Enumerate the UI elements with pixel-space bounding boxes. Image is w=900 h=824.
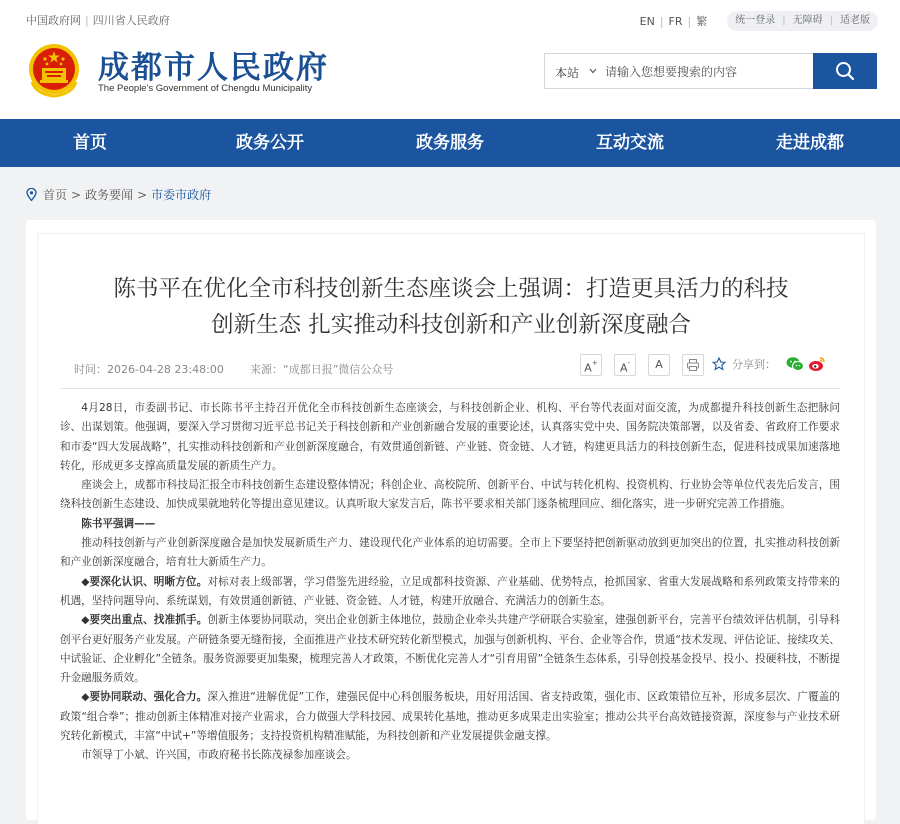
- unified-login-link[interactable]: 统一登录: [735, 15, 776, 26]
- article-paragraph: 市领导丁小斌、许兴国，市政府秘书长陈茂禄参加座谈会。: [81, 749, 357, 762]
- print-icon: [686, 358, 700, 372]
- article-container: [38, 234, 864, 824]
- publish-time: 时间：2026-04-28 23:48:00: [74, 363, 224, 376]
- breadcrumb-home[interactable]: 首页: [43, 188, 68, 202]
- article-paragraph: 座谈会上，成都市科技局汇报全市科技创新生态建设整体情况；科创企业、高校院所、创新平台、中试与转化机构、投资机构、行业协会等单位代表先后发言，围绕科技创新生态建设、加快成果就地转化等提出意见建议。认真听取大家发言后，陈书平要求相关部门逐条梳理回应、细化落实，进一步研究完善工作措施。: [60, 479, 840, 511]
- article-paragraph: 推动科技创新与产业创新深度融合是加快发展新质生产力、建设现代化产业体系的迫切需要。全市上下要坚持把创新驱动放到更加突出的位置，扎实推动科技创新和产业创新深度融合，培育壮大新质生产力。: [60, 537, 840, 569]
- article-paragraph: ◆要深化认识、明晰方位。对标对表上级部署，学习借鉴先进经验，立足成都科技资源、产业基础、优势特点，抢抓国家、省重大发展战略和系列政策支持带来的机遇，坚持问题导向、系统谋划，有效贯通创新链、产业链、资金链、人才链，构建开放融合、充满活力的创新生态。: [60, 575, 840, 607]
- breadcrumb-separator: >: [71, 187, 82, 202]
- divider: |: [85, 14, 89, 27]
- link-sichuan-gov[interactable]: 四川省人民政府: [92, 14, 170, 27]
- divider: |: [687, 15, 692, 28]
- divider: |: [829, 15, 833, 26]
- print-button[interactable]: [682, 354, 704, 376]
- top-links: [26, 12, 170, 28]
- weibo-icon[interactable]: [808, 356, 826, 372]
- breadcrumb-news[interactable]: 政务要闻: [85, 188, 134, 202]
- article-card: [26, 220, 876, 820]
- paragraph-lead: ◆要深化认识、明晰方位。: [81, 575, 208, 588]
- search-box: [544, 53, 877, 89]
- article-paragraph: 4月28日，市委副书记、市长陈书平主持召开优化全市科技创新生态座谈会，与科技创新企业、机构、平台等代表面对面交流，为成都提升科技创新生态把脉问诊、出谋划策。他强调，要深入学习贯彻习近平总书记关于科技创新和产业创新融合发展的重要论述，认真落实党中央、国务院决策部署，以及省委、省政府工作要求和市委“四大发展战略”，扎实推动科技创新和产业创新深度融合，有效贯通创新链、产业链、资金链、人才链，构建更具活力的科技创新生态，促进科技成果加速落地转化，形成更多支撑高质量发展的新质生产力。: [60, 402, 840, 472]
- chevron-down-icon[interactable]: [589, 68, 597, 74]
- divider: |: [659, 15, 664, 28]
- star-icon[interactable]: [712, 357, 726, 371]
- language-switcher: [640, 13, 708, 29]
- share-section: [712, 356, 776, 372]
- accessibility-link[interactable]: 无障碍: [792, 15, 823, 26]
- font-decrease-button[interactable]: A-: [614, 354, 636, 376]
- wechat-icon[interactable]: [786, 356, 804, 372]
- share-label: 分享到：: [732, 358, 776, 371]
- tools-pill: [727, 11, 878, 31]
- article-paragraph: ◆要协同联动、强化合力。深入推进“进解优促”工作，建强民促中心科创服务板块，用好用活国、省支持政策，强化市、区政策错位互补，形成多层次、广覆盖的政策“组合拳”；推动创新主体精准对接产业需求，合力做强大学科技园、成果转化基地，推动更多成果走出实验室；推动公共平台高效链接资源，深度参与产业技术研究转化新模式，丰富“中试+”等增值服务；支持投资机构精准赋能，为科技创新和产业发展提供金融支撑。: [60, 691, 840, 743]
- site-title[interactable]: 成都市人民政府: [98, 50, 329, 86]
- national-emblem-icon[interactable]: [26, 42, 82, 98]
- site-subtitle: The People's Government of Chengdu Municipality: [98, 83, 313, 94]
- paragraph-lead: ◆要突出重点、找准抓手。: [81, 614, 208, 627]
- breadcrumb-separator: >: [137, 187, 148, 202]
- social-share: [786, 356, 826, 372]
- nav-interaction[interactable]: 互动交流: [596, 133, 664, 153]
- article-meta: [60, 354, 840, 389]
- search-icon: [835, 61, 855, 81]
- article-title: [38, 271, 864, 343]
- article-paragraph: ◆要突出重点、找准抓手。创新主体要协同联动，突出企业创新主体地位，鼓励企业牵头共建产学研联合实验室，建强创新平台，完善平台绩效评估机制，引导科创平台更好服务产业发展。产研链条要无缝衔接，全面推进产业技术研究转化新型模式，加强与创新机构、平台、企业等合作，贯通“技术发现、评估论证、接续攻关、中试验证、企业孵化”全链条。服务资源要更加集聚，梳理完善人才政策，不断优化完善人才“引育用留”全链条生态体系，引导创投基金投早、投小、投硬科技，不断提升金融服务质效。: [60, 614, 840, 685]
- lang-en[interactable]: EN: [639, 15, 655, 28]
- breadcrumb-current[interactable]: 市委市政府: [151, 188, 212, 202]
- nav-gov-services[interactable]: 政务服务: [416, 133, 484, 153]
- location-pin-icon: [26, 188, 37, 201]
- search-scope-select[interactable]: 本站: [555, 66, 580, 80]
- article-body: [60, 399, 840, 766]
- paragraph-lead: ◆要协同联动、强化合力。: [81, 691, 208, 704]
- top-right-tools: [640, 11, 878, 31]
- main-nav: [0, 119, 900, 167]
- lang-fr[interactable]: FR: [668, 15, 683, 28]
- nav-gov-affairs-open[interactable]: 政务公开: [236, 133, 304, 153]
- search-button[interactable]: [813, 53, 877, 89]
- article-source: 来源：“成都日报”微信公众号: [250, 363, 394, 376]
- article-paragraph: 陈书平强调——: [81, 517, 156, 530]
- nav-home[interactable]: 首页: [73, 133, 107, 153]
- divider: |: [782, 15, 786, 26]
- article-title-line1: 陈书平在优化全市科技创新生态座谈会上强调：打造更具活力的科技: [113, 276, 789, 303]
- search-input[interactable]: [603, 60, 807, 84]
- lang-traditional[interactable]: 繁: [696, 15, 708, 28]
- font-reset-button[interactable]: A: [648, 354, 670, 376]
- link-gov-cn[interactable]: 中国政府网: [26, 14, 81, 27]
- font-increase-button[interactable]: A+: [580, 354, 602, 376]
- elderly-mode-link[interactable]: 适老版: [840, 15, 870, 26]
- top-utility-bar: [0, 0, 900, 38]
- breadcrumb: [26, 186, 211, 203]
- nav-about-chengdu[interactable]: 走进成都: [776, 133, 844, 153]
- article-title-line2: 创新生态 扎实推动科技创新和产业创新深度融合: [211, 312, 691, 339]
- site-header: [0, 38, 900, 120]
